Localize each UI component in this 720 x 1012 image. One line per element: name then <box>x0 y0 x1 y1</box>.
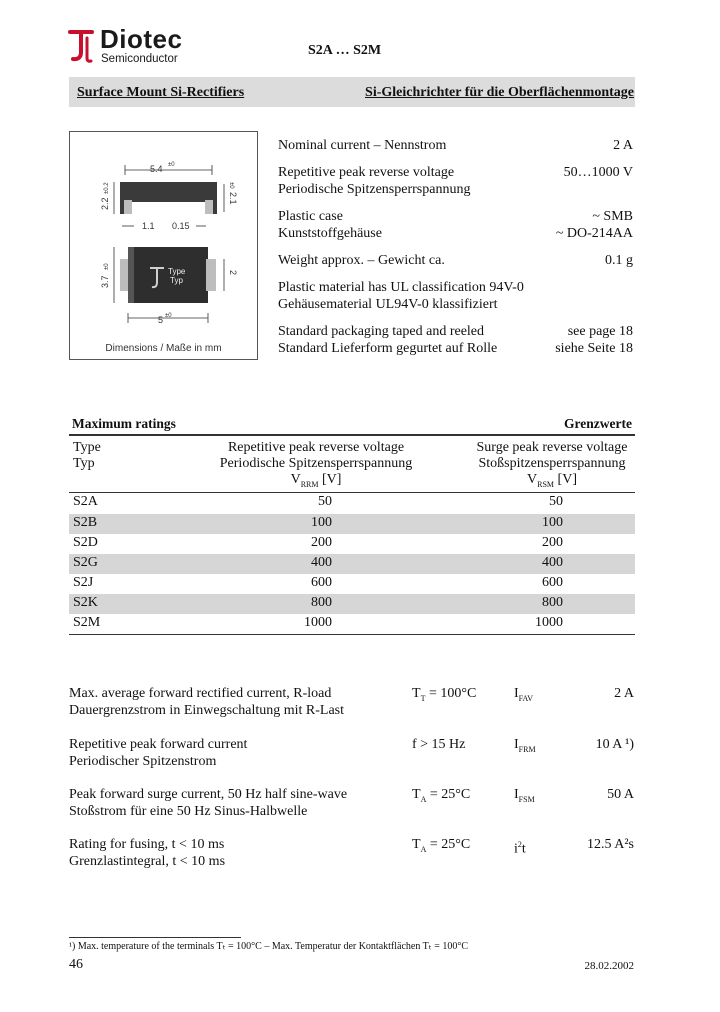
spec-reverse-voltage-value: 50…1000 V <box>563 165 633 180</box>
page-number: 46 <box>69 957 83 972</box>
char-fusing-rating-cond: $T_A = 25^\circ C$ <box>412 837 471 854</box>
table-row: S2G 400 400 <box>69 554 635 574</box>
spec-packaging-value: see page 18 siehe Seite 18 <box>555 324 633 356</box>
ratings-title-de: Grenzwerte <box>564 416 632 431</box>
char-fusing-rating-symbol: $i^2t$ <box>514 840 526 857</box>
dim-thickness: 0.15 <box>172 221 190 231</box>
spec-nominal-current: Nominal current – Nennstrom <box>278 138 447 153</box>
char-fusing-rating-value: 12.5 A²s <box>587 837 634 852</box>
char-repetitive-forward-current: Repetitive peak forward current Periodischer Spitzenstrom <box>69 737 248 769</box>
drawing-caption: Dimensions / Maße in mm <box>105 343 222 354</box>
char-avg-forward-current-cond: $T_T = 100^\circ C$ <box>412 686 477 703</box>
spec-plastic-case: Plastic case Kunststoffgehäuse <box>278 209 382 241</box>
char-surge-current-value: 50 A <box>607 787 634 802</box>
spec-reverse-voltage: Repetitive peak reverse voltage Periodische Spitzensperrspannung <box>278 165 471 197</box>
table-row: S2D 200 200 <box>73 535 563 550</box>
char-repetitive-forward-current-value: 10 A ¹) <box>595 737 634 752</box>
table-top-rule <box>69 434 635 436</box>
col-vrsm-header: Surge peak reverse voltage Stoßspitzensperrspannung $V_{RSM}$ [V] <box>476 440 628 489</box>
col-type-header: Type Typ <box>73 440 101 471</box>
char-surge-current-cond: $T_A = 25^\circ C$ <box>412 787 471 804</box>
footnote: ¹) Max. temperature of the terminals Tₜ = 100°C – Max. Temperatur der Kontaktflächen Tₜ = 100°C <box>69 941 469 952</box>
dim-top-height-tol: ±0.2 <box>104 182 110 194</box>
dim-side-height: 2.1 <box>228 192 238 205</box>
dim-top-width: 5.4 <box>150 164 163 174</box>
col-vrrm-header: Repetitive peak reverse voltage Periodische Spitzensperrspannung $V_{RRM}$ [V] <box>219 440 413 489</box>
marking-type: Type <box>168 267 186 276</box>
table-row: S2B 100 100 <box>69 514 635 534</box>
package-dimension-drawing <box>70 132 257 359</box>
char-avg-forward-current-symbol: $I_{FAV}$ <box>514 686 534 703</box>
char-repetitive-forward-current-cond: f > 15 Hz <box>412 737 466 752</box>
dim-body-width: 5 <box>158 315 164 325</box>
band-title-de: Si-Gleichrichter für die Oberflächenmontage <box>365 85 634 100</box>
dim-top-height: 2.2 <box>100 197 110 210</box>
ratings-title: Maximum ratings <box>72 416 176 431</box>
marking-typ: Typ <box>170 276 183 285</box>
brand-subtitle: Semiconductor <box>101 53 178 65</box>
char-surge-current: Peak forward surge current, 50 Hz half sine-wave Stoßstrom für eine 50 Hz Sinus-Halbwelle <box>69 787 348 819</box>
table-row: S2J 600 600 <box>73 575 563 590</box>
band-title-en: Surface Mount Si-Rectifiers <box>77 85 245 100</box>
dim-body-height: 3.7 <box>100 275 110 288</box>
diotec-logo-icon <box>66 28 96 64</box>
table-row: S2K 800 800 <box>69 594 635 614</box>
spec-packaging: Standard packaging taped and reeled Standard Lieferform gegurtet auf Rolle <box>278 324 498 356</box>
dim-body-height-tol: ±0 <box>104 263 110 270</box>
package-drawing <box>69 131 258 360</box>
char-fusing-rating: Rating for fusing, t < 10 ms Grenzlastintegral, t < 10 ms <box>69 837 226 869</box>
dim-side-height-tol: ±0 <box>228 182 234 189</box>
document-date: 28.02.2002 <box>584 960 634 972</box>
char-surge-current-symbol: $I_{FSM}$ <box>514 787 535 804</box>
dim-right: 2 <box>228 270 238 276</box>
brand-name: Diotec <box>100 24 183 54</box>
footnote-rule <box>69 937 241 938</box>
table-bottom-rule <box>69 634 635 635</box>
dim-body-width-tol: ±0 <box>165 313 172 319</box>
spec-ul-classification: Plastic material has UL classification 94V-0 Gehäusematerial UL94V-0 klassifiziert <box>278 280 524 312</box>
char-repetitive-forward-current-symbol: $I_{FRM}$ <box>514 737 536 754</box>
document-title: S2A … S2M <box>308 43 382 58</box>
spec-nominal-current-value: 2 A <box>613 138 633 153</box>
char-avg-forward-current-value: 2 A <box>614 686 634 701</box>
spec-weight: Weight approx. – Gewicht ca. <box>278 253 445 268</box>
spec-plastic-case-value: ~ SMB ~ DO-214AA <box>555 209 633 241</box>
table-row: S2A 50 50 <box>73 494 563 509</box>
dim-lead: 1.1 <box>142 221 155 231</box>
dim-top-width-tol: ±0 <box>168 162 175 168</box>
spec-weight-value: 0.1 g <box>605 253 633 268</box>
table-row: S2M 1000 1000 <box>73 615 563 630</box>
char-avg-forward-current: Max. average forward rectified current, R-load Dauergrenzstrom in Einwegschaltung mit R-Last <box>69 686 345 718</box>
